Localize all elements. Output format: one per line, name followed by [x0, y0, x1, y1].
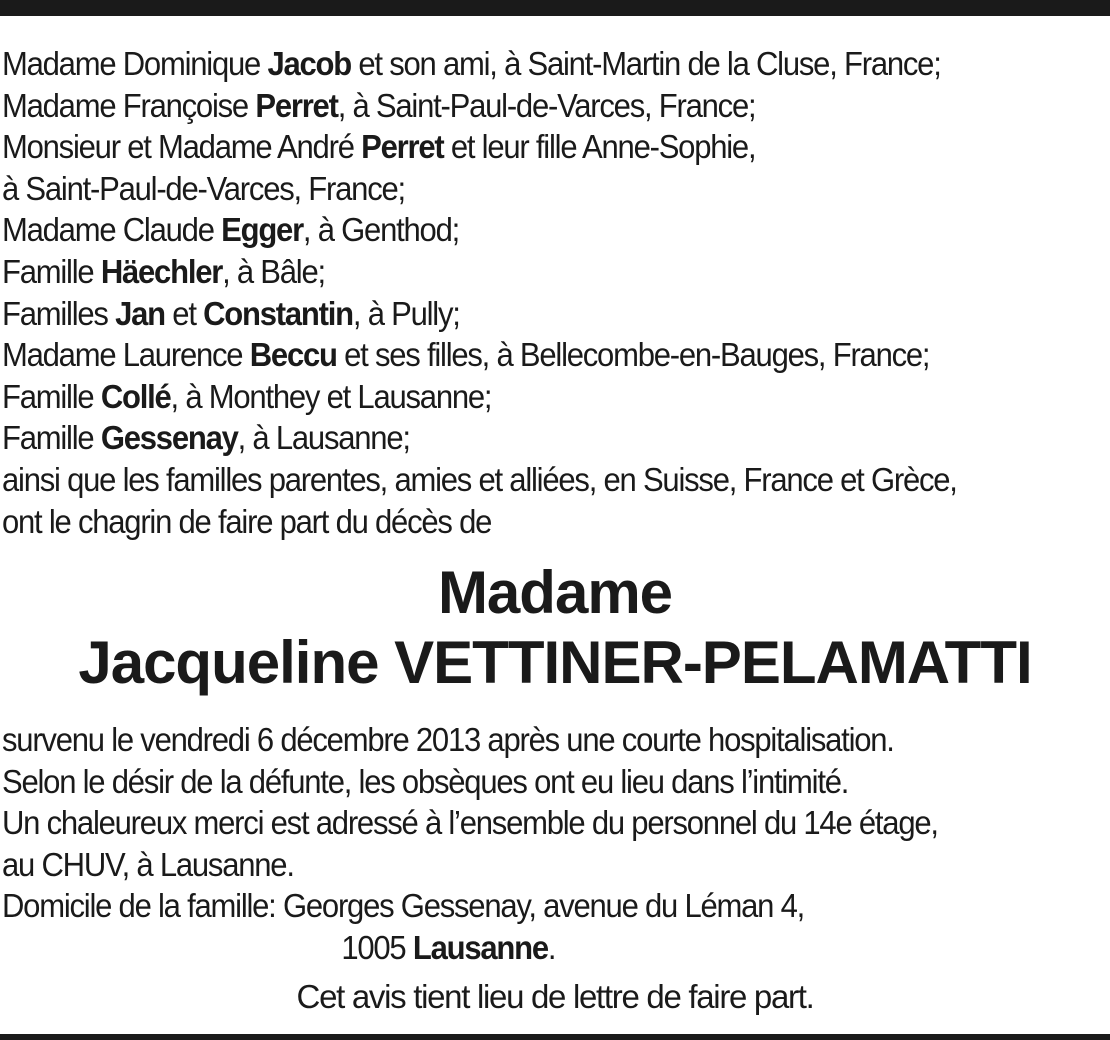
family-name: Jacob: [267, 45, 351, 82]
family-line: [2, 251, 1042, 293]
family-name: Perret: [361, 128, 444, 166]
line-text: Famille: [2, 252, 101, 290]
line-text: Madame Françoise: [2, 86, 256, 124]
line-text: Famille: [2, 419, 101, 457]
deceased-name: Jacqueline VETTINER-PELAMATTI: [78, 629, 1032, 696]
line-text: à Saint-Paul-de-Varces, France;: [2, 169, 405, 207]
line-text: , à Monthey et Lausanne;: [170, 377, 492, 415]
family-name: Häechler: [100, 252, 223, 290]
deceased-title: Madame: [437, 559, 673, 626]
family-address-city: [2, 927, 1042, 969]
top-border-rule: [0, 0, 1110, 16]
line-text: , à Saint-Paul-de-Varces, France;: [337, 86, 756, 124]
family-name: Gessenay: [100, 419, 238, 457]
detail-line: Selon le désir de la défunte, les obsèques ont eu lieu dans l’intimité.: [2, 762, 849, 800]
line-text: , à Pully;: [352, 294, 460, 332]
line-text: et ses filles, à Bellecombe-en-Bauges, France;: [336, 336, 930, 374]
line-text: ainsi que les familles parentes, amies et alliées, en Suisse, France et Grèce,: [2, 460, 957, 498]
detail-line: Domicile de la famille: Georges Gessenay, avenue du Léman 4,: [2, 887, 805, 925]
detail-line: survenu le vendredi 6 décembre 2013 après une courte hospitalisation.: [2, 721, 894, 758]
line-text: .: [547, 928, 556, 966]
closing-note: Cet avis tient lieu de lettre de faire part.: [296, 978, 814, 1015]
family-line: [2, 334, 1042, 376]
family-line: [2, 43, 1042, 85]
family-line: [2, 85, 1042, 127]
family-name: Constantin: [203, 294, 353, 332]
line-text: Famille: [2, 377, 101, 415]
line-text: , à Bâle;: [222, 252, 325, 290]
family-line: [2, 501, 1042, 543]
notice-details: [2, 719, 1042, 969]
family-name: Jan: [115, 294, 165, 332]
family-name: Perret: [255, 86, 338, 124]
line-text: Madame Dominique: [2, 45, 268, 82]
family-line: [2, 376, 1042, 418]
line-text: et: [164, 294, 204, 332]
family-line: [2, 126, 1042, 168]
bottom-border-rule: [0, 1034, 1110, 1040]
line-text: Madame Laurence: [2, 336, 250, 374]
postcode: 1005: [341, 928, 413, 966]
family-name: Beccu: [249, 336, 337, 374]
family-name: Collé: [100, 377, 171, 415]
deceased-heading: [0, 558, 1110, 698]
family-line: [2, 209, 1042, 251]
line-text: , à Lausanne;: [237, 419, 410, 457]
family-line: [2, 417, 1042, 459]
family-list: [2, 43, 1042, 542]
line-text: et leur fille Anne-Sophie,: [443, 128, 756, 166]
detail-line: au CHUV, à Lausanne.: [2, 845, 294, 883]
line-text: et son ami, à Saint-Martin de la Cluse, France;: [350, 45, 941, 82]
line-text: Monsieur et Madame André: [2, 128, 362, 166]
line-text: ont le chagrin de faire part du décès de: [2, 502, 492, 540]
line-text: Familles: [2, 294, 116, 332]
family-name: Egger: [221, 211, 303, 249]
line-text: , à Genthod;: [302, 211, 460, 249]
city-name: Lausanne: [412, 928, 548, 966]
family-line: [2, 168, 1042, 210]
detail-line: Un chaleureux merci est adressé à l’ensemble du personnel du 14e étage,: [2, 804, 938, 842]
family-line: [2, 293, 1042, 335]
family-line: [2, 459, 1042, 501]
line-text: Madame Claude: [2, 211, 222, 249]
